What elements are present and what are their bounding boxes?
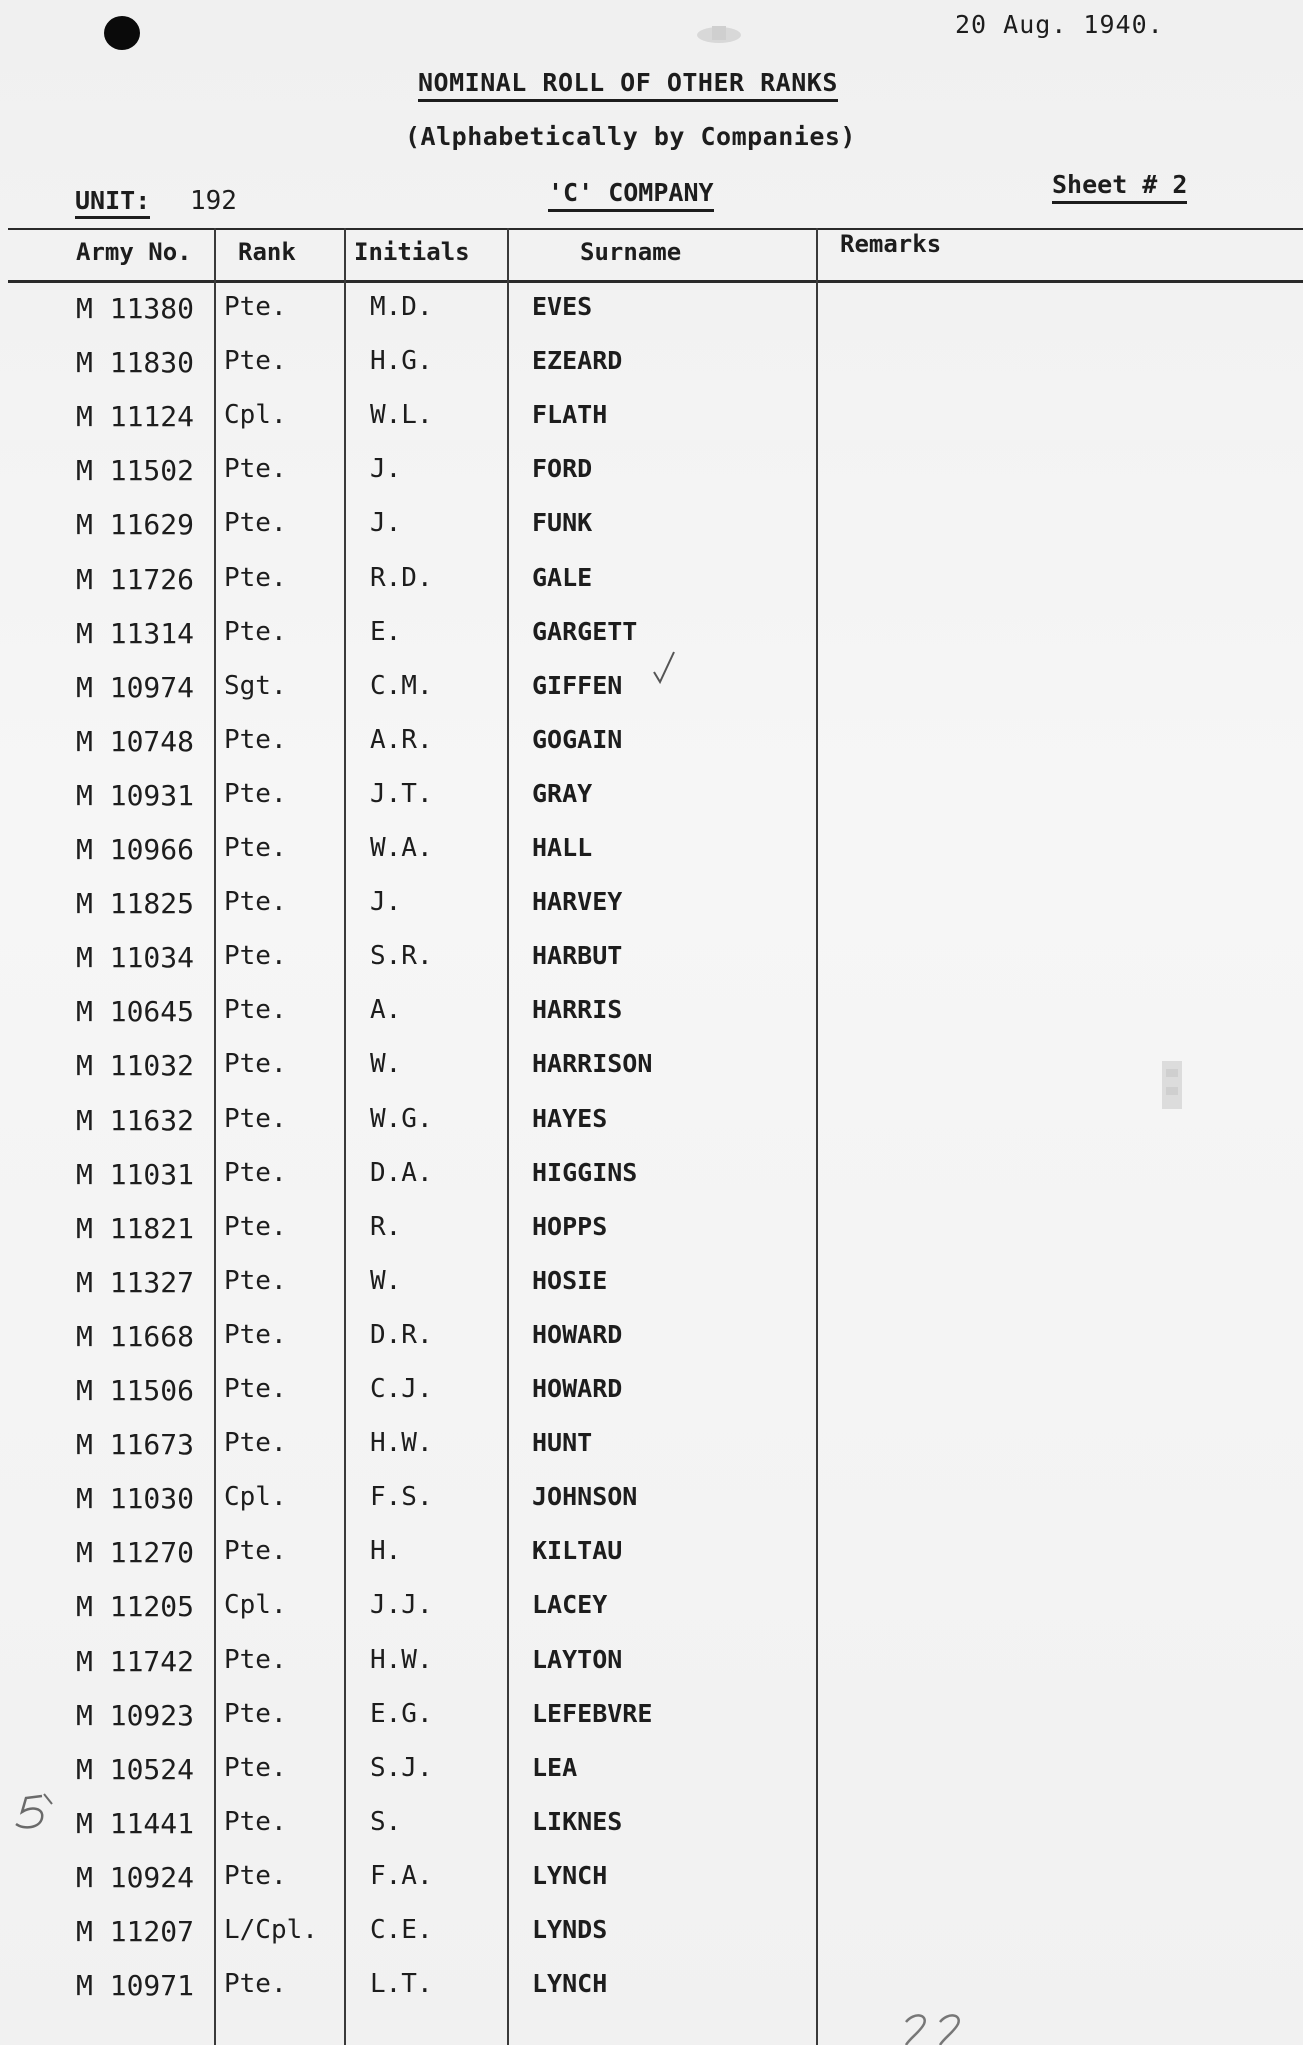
army-number-cell: M 10971	[76, 1969, 195, 2003]
army-number-cell: M 11124	[76, 400, 195, 434]
initials-cell: A.R.	[370, 724, 433, 755]
surname-cell: HALL	[532, 833, 593, 862]
margin-mark	[8, 1790, 60, 1834]
rank-cell: Pte.	[224, 1319, 287, 1350]
surname-cell: FUNK	[532, 508, 593, 538]
rank-cell: Cpl.	[224, 400, 287, 431]
initials-cell: W.	[370, 1265, 402, 1296]
table-row	[0, 1158, 1303, 1212]
table-row	[0, 400, 1303, 454]
column-header-initials: Initials	[354, 238, 470, 266]
rank-cell: Pte.	[224, 1969, 287, 2000]
rank-cell: L/Cpl.	[224, 1915, 318, 1945]
table-row	[0, 454, 1303, 508]
surname-cell: GALE	[532, 562, 593, 592]
surname-cell: FLATH	[532, 400, 608, 430]
initials-cell: C.J.	[370, 1374, 433, 1404]
table-row	[0, 1212, 1303, 1266]
surname-cell: LIKNES	[532, 1806, 623, 1836]
rank-cell: Pte.	[224, 724, 287, 755]
table-row	[0, 1807, 1303, 1861]
table-row	[0, 941, 1303, 995]
army-number-cell: M 11205	[76, 1590, 195, 1624]
army-number-cell: M 11502	[76, 454, 195, 488]
surname-cell: HOSIE	[532, 1265, 608, 1295]
surname-cell: GARGETT	[532, 616, 638, 646]
army-number-cell: M 11821	[76, 1211, 195, 1245]
rank-cell: Pte.	[224, 1806, 287, 1837]
surname-cell: GRAY	[532, 778, 593, 808]
rank-cell: Pte.	[224, 292, 287, 322]
table-row	[0, 1969, 1303, 2023]
army-number-cell: M 10748	[76, 724, 195, 758]
initials-cell: C.M.	[370, 670, 433, 701]
column-header-rank: Rank	[238, 238, 296, 266]
rank-cell: Pte.	[224, 1428, 287, 1459]
table-header-rule	[8, 280, 1303, 283]
surname-cell: HOPPS	[532, 1211, 608, 1241]
table-row	[0, 1428, 1303, 1482]
initials-cell: J.J.	[370, 1590, 433, 1621]
rank-cell: Pte.	[224, 562, 287, 593]
check-icon	[652, 650, 676, 686]
army-number-cell: M 11270	[76, 1536, 195, 1570]
army-number-cell: M 11380	[76, 292, 195, 325]
rank-cell: Pte.	[224, 616, 287, 647]
army-number-cell: M 11825	[76, 887, 195, 921]
rank-cell: Pte.	[224, 1752, 287, 1783]
table-row	[0, 833, 1303, 887]
column-header-remarks: Remarks	[840, 230, 942, 258]
army-number-cell: M 11668	[76, 1319, 195, 1353]
unit-label: UNIT:	[75, 186, 150, 219]
rank-cell: Pte.	[224, 887, 287, 918]
surname-cell: HOWARD	[532, 1319, 623, 1349]
initials-cell: W.A.	[370, 833, 433, 863]
column-header-army-no: Army No.	[76, 238, 192, 266]
army-number-cell: M 11506	[76, 1374, 195, 1407]
table-top-rule	[8, 228, 1303, 230]
initials-cell: R.	[370, 1211, 402, 1242]
initials-cell: W.G.	[370, 1103, 433, 1134]
company-label: 'C' COMPANY	[548, 178, 714, 212]
army-number-cell: M 11673	[76, 1428, 195, 1462]
army-number-cell: M 11441	[76, 1806, 195, 1840]
surname-cell: KILTAU	[532, 1536, 623, 1566]
army-number-cell: M 11032	[76, 1049, 195, 1083]
army-number-cell: M 11632	[76, 1103, 195, 1137]
army-number-cell: M 11726	[76, 562, 195, 596]
surname-cell: JOHNSON	[532, 1482, 638, 1512]
initials-cell: F.A.	[370, 1860, 433, 1891]
table-row	[0, 346, 1303, 400]
page-number-mark	[900, 2010, 980, 2045]
rank-cell: Pte.	[224, 1265, 287, 1296]
table-row	[0, 1590, 1303, 1644]
army-number-cell: M 11742	[76, 1644, 195, 1678]
table-row	[0, 1753, 1303, 1807]
surname-cell: LAYTON	[532, 1644, 623, 1674]
rank-cell: Cpl.	[224, 1590, 287, 1621]
table-row	[0, 508, 1303, 562]
handwritten-five	[8, 1790, 60, 1834]
document-date: 20 Aug. 1940.	[955, 10, 1164, 39]
table-row	[0, 1266, 1303, 1320]
surname-cell: FORD	[532, 454, 593, 484]
table-row	[0, 995, 1303, 1049]
table-row	[0, 887, 1303, 941]
surname-cell: HARVEY	[532, 887, 623, 917]
document-subtitle: (Alphabetically by Companies)	[405, 122, 856, 151]
table-row	[0, 292, 1303, 346]
ink-smudge	[690, 22, 748, 48]
initials-cell: J.	[370, 454, 402, 485]
surname-cell: HARRIS	[532, 995, 623, 1025]
rank-cell: Pte.	[224, 833, 287, 863]
table-row	[0, 779, 1303, 833]
army-number-cell: M 10923	[76, 1698, 195, 1732]
table-row	[0, 725, 1303, 779]
rank-cell: Pte.	[224, 1157, 287, 1188]
surname-cell: HARRISON	[532, 1049, 653, 1079]
initials-cell: S.J.	[370, 1752, 433, 1783]
table-row	[0, 1104, 1303, 1158]
army-number-cell: M 11629	[76, 508, 195, 542]
initials-cell: D.A.	[370, 1157, 433, 1188]
table-row	[0, 1482, 1303, 1536]
rank-cell: Pte.	[224, 778, 287, 809]
initials-cell: H.G.	[370, 346, 433, 377]
initials-cell: S.	[370, 1806, 402, 1837]
document-title: NOMINAL ROLL OF OTHER RANKS	[418, 68, 838, 102]
army-number-cell: M 11314	[76, 616, 195, 650]
surname-cell: LYNCH	[532, 1860, 608, 1890]
rank-cell: Pte.	[224, 508, 287, 539]
army-number-cell: M 11207	[76, 1915, 195, 1948]
rank-cell: Pte.	[224, 1103, 287, 1134]
rank-cell: Pte.	[224, 454, 287, 485]
rank-cell: Pte.	[224, 1536, 287, 1567]
surname-cell: GOGAIN	[532, 724, 623, 754]
initials-cell: H.	[370, 1536, 402, 1567]
table-row	[0, 1699, 1303, 1753]
rank-cell: Pte.	[224, 1698, 287, 1729]
army-number-cell: M 10974	[76, 670, 195, 704]
sheet-number: Sheet # 2	[1052, 170, 1187, 204]
army-number-cell: M 10524	[76, 1752, 195, 1786]
table-row	[0, 1645, 1303, 1699]
surname-cell: LEA	[532, 1752, 578, 1782]
table-row	[0, 1320, 1303, 1374]
table-row	[0, 563, 1303, 617]
rank-cell: Pte.	[224, 1049, 287, 1080]
initials-cell: S.R.	[370, 941, 433, 972]
army-number-cell: M 11830	[76, 346, 195, 380]
initials-cell: W.	[370, 1049, 402, 1080]
table-row	[0, 1049, 1303, 1103]
surname-cell: LYNCH	[532, 1969, 608, 1999]
army-number-cell: M 11031	[76, 1157, 195, 1191]
initials-cell: H.W.	[370, 1428, 433, 1459]
army-number-cell: M 10645	[76, 995, 195, 1029]
surname-cell: HAYES	[532, 1103, 608, 1133]
surname-cell: EZEARD	[532, 346, 623, 376]
initials-cell: A.	[370, 995, 402, 1026]
punch-hole	[104, 16, 140, 50]
rank-cell: Pte.	[224, 1211, 287, 1242]
initials-cell: J.	[370, 508, 402, 539]
table-row	[0, 1915, 1303, 1969]
initials-cell: W.L.	[370, 400, 433, 431]
initials-cell: F.S.	[370, 1482, 433, 1513]
rank-cell: Pte.	[224, 995, 287, 1026]
army-number-cell: M 10931	[76, 778, 195, 812]
initials-cell: E.	[370, 616, 402, 647]
surname-cell: HOWARD	[532, 1374, 623, 1403]
table-row	[0, 1536, 1303, 1590]
army-number-cell: M 10966	[76, 833, 195, 866]
rank-cell: Cpl.	[224, 1482, 287, 1513]
rank-cell: Pte.	[224, 941, 287, 972]
initials-cell: C.E.	[370, 1915, 433, 1945]
rank-cell: Pte.	[224, 1644, 287, 1675]
stamp-smudge	[1156, 1055, 1188, 1115]
table-row	[0, 1374, 1303, 1428]
unit-value: 192	[190, 186, 237, 216]
surname-cell: HUNT	[532, 1428, 593, 1458]
initials-cell: L.T.	[370, 1969, 433, 2000]
initials-cell: H.W.	[370, 1644, 433, 1675]
initials-cell: J.	[370, 887, 402, 918]
column-header-surname: Surname	[580, 238, 682, 266]
army-number-cell: M 11030	[76, 1482, 195, 1516]
rank-cell: Pte.	[224, 1374, 287, 1404]
surname-cell: HARBUT	[532, 941, 623, 971]
initials-cell: J.T.	[370, 778, 433, 809]
initials-cell: D.R.	[370, 1319, 433, 1350]
surname-cell: EVES	[532, 292, 593, 321]
initials-cell: R.D.	[370, 562, 433, 593]
initials-cell: M.D.	[370, 292, 433, 322]
surname-cell: LEFEBVRE	[532, 1698, 653, 1728]
army-number-cell: M 11034	[76, 941, 195, 975]
rank-cell: Sgt.	[224, 670, 287, 701]
rank-cell: Pte.	[224, 1860, 287, 1891]
initials-cell: E.G.	[370, 1698, 433, 1729]
surname-cell: GIFFEN	[532, 670, 623, 700]
army-number-cell: M 11327	[76, 1265, 195, 1299]
rank-cell: Pte.	[224, 346, 287, 377]
army-number-cell: M 10924	[76, 1860, 195, 1894]
surname-cell: HIGGINS	[532, 1157, 638, 1187]
surname-cell: LYNDS	[532, 1915, 608, 1944]
table-row	[0, 1861, 1303, 1915]
handwritten-page-number	[900, 2010, 980, 2045]
surname-cell: LACEY	[532, 1590, 608, 1620]
